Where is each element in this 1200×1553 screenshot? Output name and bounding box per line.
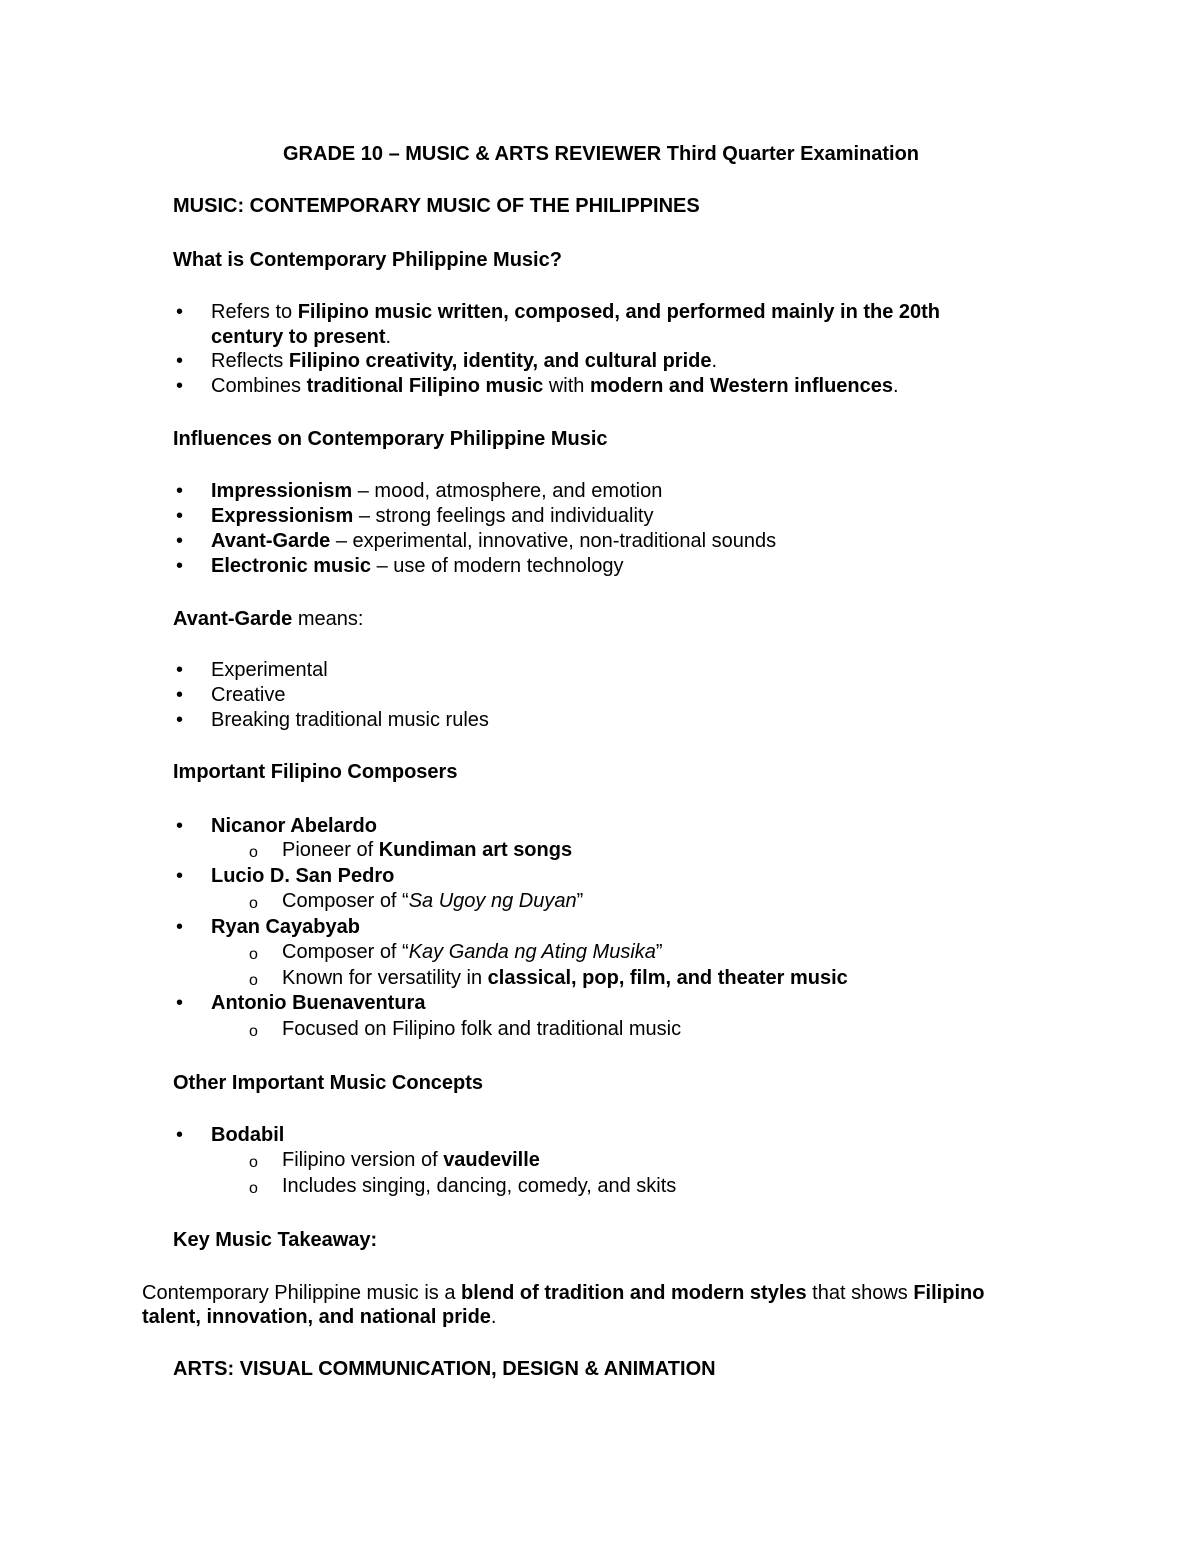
- composer-detail: [282, 966, 848, 991]
- bullet-icon: •: [176, 480, 184, 502]
- concepts-heading: Other Important Music Concepts: [173, 1072, 484, 1094]
- text-bold: classical, pop, film, and theater music: [487, 967, 848, 989]
- text-bold: Filipino music written, composed, and performed mainly in the 20th: [297, 301, 941, 323]
- text-bold: Expressionism: [211, 505, 354, 527]
- what-is-heading: What is Contemporary Philippine Music?: [173, 249, 562, 271]
- text-italic: Kay Ganda ng Ating Musika: [408, 941, 656, 963]
- text: Reflects: [211, 350, 289, 372]
- concept-term: Bodabil: [211, 1124, 285, 1146]
- text: means:: [292, 608, 364, 630]
- sub-bullet-icon: o: [249, 895, 258, 912]
- text-bold: Avant-Garde: [173, 608, 293, 630]
- bullet-icon: •: [176, 709, 184, 731]
- composer-name: Nicanor Abelardo: [211, 815, 377, 837]
- avant-item: Experimental: [211, 659, 328, 681]
- composer-name: Lucio D. San Pedro: [211, 865, 395, 887]
- text: – use of modern technology: [371, 555, 624, 577]
- text-bold: blend of tradition and modern styles: [461, 1282, 807, 1304]
- composer-detail: [282, 889, 583, 914]
- text-bold: Impressionism: [211, 480, 353, 502]
- text: with: [543, 375, 590, 397]
- bullet-icon: •: [176, 865, 184, 887]
- takeaway-paragraph-line-2: [142, 1305, 496, 1330]
- influence-item: [211, 529, 776, 554]
- sub-bullet-icon: o: [249, 1154, 258, 1171]
- text: Pioneer of: [282, 839, 379, 861]
- text: – mood, atmosphere, and emotion: [352, 480, 663, 502]
- text-bold: traditional Filipino music: [306, 375, 544, 397]
- text: .: [385, 326, 392, 348]
- takeaway-paragraph-line-1: [142, 1281, 984, 1306]
- text: .: [490, 1306, 497, 1328]
- text: ”: [576, 890, 584, 912]
- composer-name: Antonio Buenaventura: [211, 992, 426, 1014]
- avant-garde-heading: [173, 607, 363, 632]
- text: .: [893, 375, 899, 397]
- document-title: GRADE 10 – MUSIC & ARTS REVIEWER Third Quarter Examination: [283, 143, 920, 165]
- concept-detail: Includes singing, dancing, comedy, and skits: [282, 1175, 677, 1197]
- text-bold: Filipino: [913, 1282, 985, 1304]
- bullet-icon: •: [176, 301, 184, 323]
- influence-item: [211, 504, 653, 529]
- bullet-icon: •: [176, 530, 184, 552]
- text: Contemporary Philippine music is a: [142, 1282, 462, 1304]
- avant-item: Creative: [211, 684, 286, 706]
- avant-item: Breaking traditional music rules: [211, 709, 489, 731]
- bullet-icon: •: [176, 350, 184, 372]
- takeaway-heading: Key Music Takeaway:: [173, 1229, 378, 1251]
- text-bold: Kundiman art songs: [378, 839, 573, 861]
- composer-name: Ryan Cayabyab: [211, 916, 360, 938]
- sub-bullet-icon: o: [249, 972, 258, 989]
- influence-item: [211, 479, 662, 504]
- text: ”: [655, 941, 663, 963]
- bullet-icon: •: [176, 555, 184, 577]
- text-bold: Filipino creativity, identity, and cultural pride: [288, 350, 712, 372]
- influences-heading: Influences on Contemporary Philippine Music: [173, 428, 608, 450]
- composer-detail: [282, 940, 663, 965]
- text: Combines: [211, 375, 307, 397]
- bullet-icon: •: [176, 659, 184, 681]
- sub-bullet-icon: o: [249, 946, 258, 963]
- what-is-bullet-2: [211, 349, 717, 374]
- text: Composer of “: [282, 890, 409, 912]
- text: Composer of “: [282, 941, 409, 963]
- text: Known for versatility in: [282, 967, 488, 989]
- text: .: [711, 350, 718, 372]
- bullet-icon: •: [176, 992, 184, 1014]
- bullet-icon: •: [176, 505, 184, 527]
- sub-bullet-icon: o: [249, 844, 258, 861]
- text-bold: vaudeville: [443, 1149, 540, 1171]
- music-heading: MUSIC: CONTEMPORARY MUSIC OF THE PHILIPPINES: [173, 195, 700, 217]
- sub-bullet-icon: o: [249, 1023, 258, 1040]
- text: Filipino version of: [282, 1149, 444, 1171]
- bullet-icon: •: [176, 815, 184, 837]
- influence-item: [211, 554, 623, 579]
- bullet-icon: •: [176, 375, 184, 397]
- text-bold: talent, innovation, and national pride: [142, 1306, 491, 1328]
- text-bold: Avant-Garde: [211, 530, 331, 552]
- bullet-icon: •: [176, 916, 184, 938]
- bullet-icon: •: [176, 1124, 184, 1146]
- what-is-bullet-1: [211, 300, 940, 325]
- text: – strong feelings and individuality: [353, 505, 654, 527]
- what-is-bullet-1-cont: [211, 325, 391, 350]
- text-italic: Sa Ugoy ng Duyan: [408, 890, 577, 912]
- text: Refers to: [211, 301, 298, 323]
- composer-detail: [282, 838, 572, 863]
- bullet-icon: •: [176, 684, 184, 706]
- composer-detail: Focused on Filipino folk and traditional music: [282, 1018, 682, 1040]
- text: – experimental, innovative, non-traditional sounds: [330, 530, 777, 552]
- text-bold: modern and Western influences: [589, 375, 894, 397]
- arts-heading: ARTS: VISUAL COMMUNICATION, DESIGN & ANIMATION: [173, 1358, 716, 1380]
- what-is-bullet-3: [211, 374, 899, 399]
- text-bold: century to present: [211, 326, 386, 348]
- concept-detail: [282, 1148, 540, 1173]
- text: that shows: [806, 1282, 914, 1304]
- composers-heading: Important Filipino Composers: [173, 761, 458, 783]
- sub-bullet-icon: o: [249, 1180, 258, 1197]
- text-bold: Electronic music: [211, 555, 372, 577]
